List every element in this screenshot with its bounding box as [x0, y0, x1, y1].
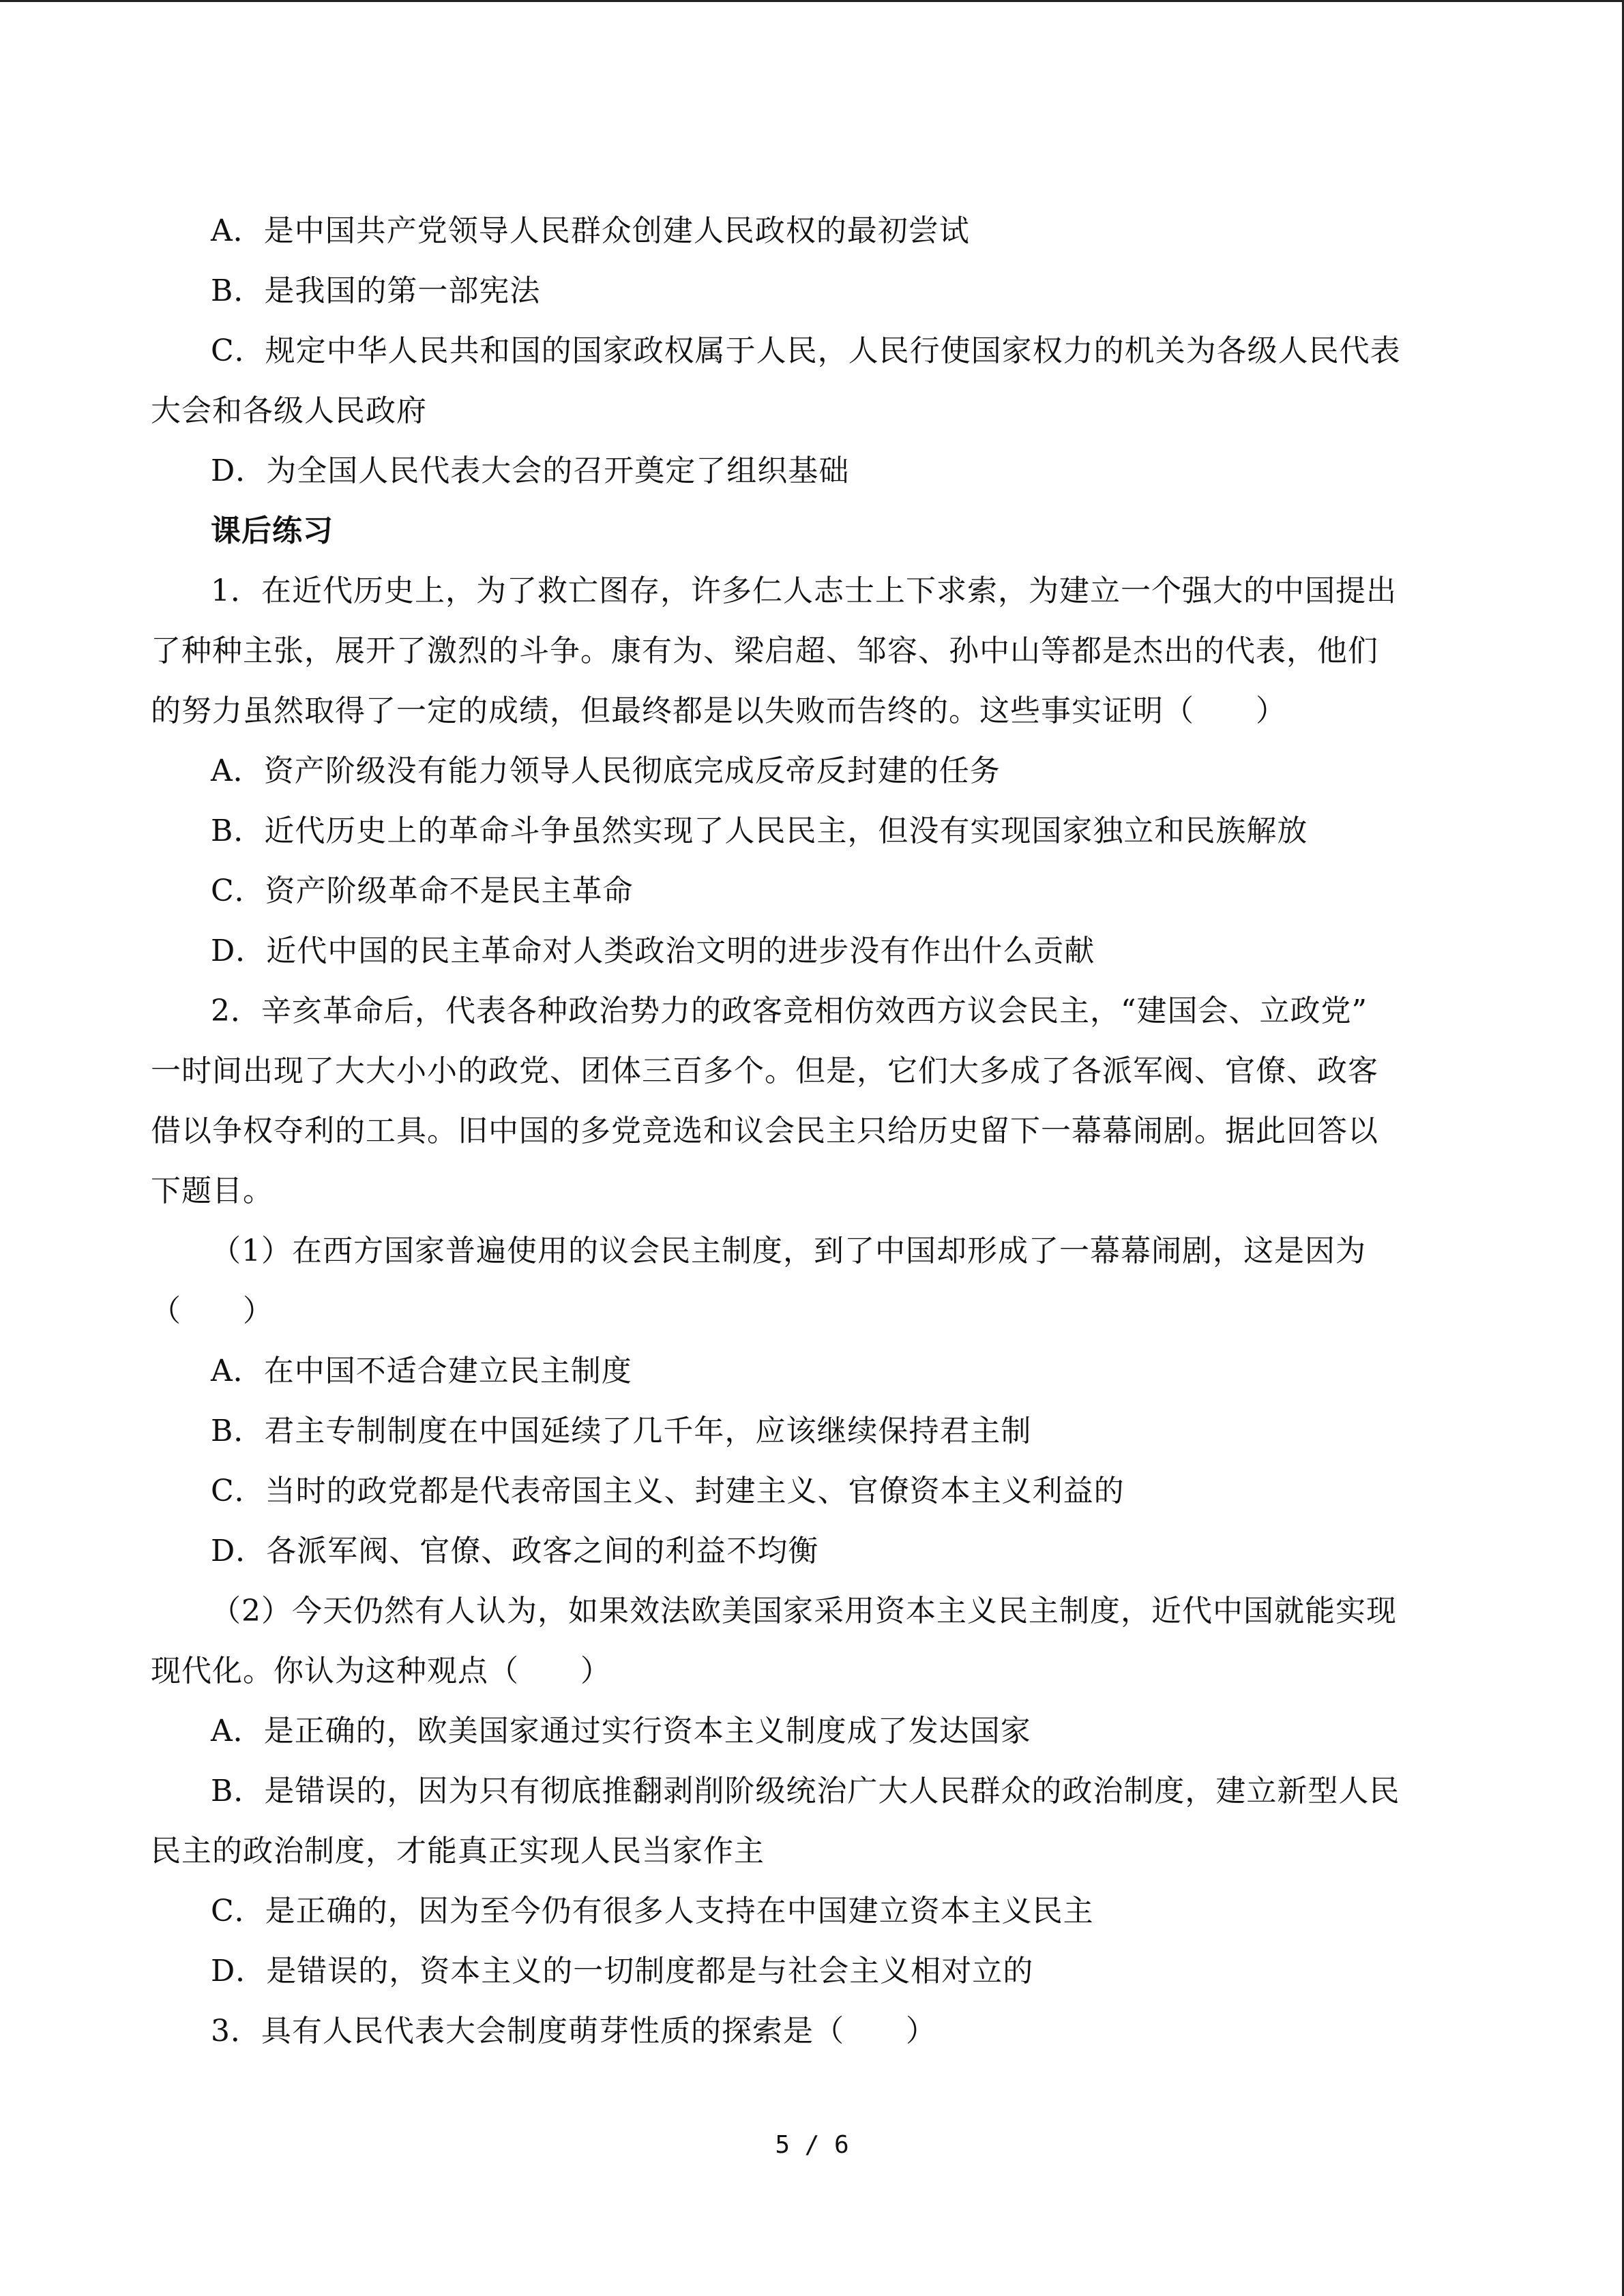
option-d: D．为全国人民代表大会的召开奠定了组织基础 — [211, 453, 850, 488]
option-b: B．是我国的第一部宪法 — [211, 273, 541, 308]
document-body — [151, 201, 1474, 2061]
q2-sub1-option-a: A．在中国不适合建立民主制度 — [211, 1354, 632, 1388]
q2-stem-line-3: 借以争权夺利的工具。旧中国的多党竞选和议会民主只给历史留下一幕幕闹剧。据此回答以 — [151, 1114, 1378, 1148]
option-c-continued: 大会和各级人民政府 — [151, 393, 427, 428]
q1-stem-line-2: 了种种主张，展开了激烈的斗争。康有为、梁启超、邹容、孙中山等都是杰出的代表，他们 — [151, 633, 1378, 668]
q3-stem: 3．具有人民代表大会制度萌芽性质的探索是（ ） — [211, 2014, 936, 2048]
q1-option-d: D．近代中国的民主革命对人类政治文明的进步没有作出什么贡献 — [211, 934, 1095, 968]
option-a: A．是中国共产党领导人民群众创建人民政权的最初尝试 — [211, 213, 970, 248]
q2-sub2-option-b-continued: 民主的政治制度，才能真正实现人民当家作主 — [151, 1834, 765, 1868]
q2-sub2-option-c: C．是正确的，因为至今仍有很多人支持在中国建立资本主义民主 — [211, 1894, 1094, 1928]
q1-stem-line-1: 1．在近代历史上，为了救亡图存，许多仁人志士上下求索，为建立一个强大的中国提出 — [211, 573, 1397, 608]
q2-sub1-stem-line-1: （1）在西方国家普遍使用的议会民主制度，到了中国却形成了一幕幕闹剧，这是因为 — [211, 1234, 1366, 1268]
q2-stem-line-4: 下题目。 — [151, 1174, 274, 1208]
section-title: 课后练习 — [211, 513, 334, 548]
q2-sub1-stem-line-2: （ ） — [151, 1294, 274, 1328]
q2-sub1-option-b: B．君主专制制度在中国延续了几千年，应该继续保持君主制 — [211, 1414, 1032, 1448]
q2-sub1-option-d: D．各派军阀、官僚、政客之间的利益不均衡 — [211, 1534, 819, 1568]
q2-stem-line-2: 一时间出现了大大小小的政党、团体三百多个。但是，它们大多成了各派军阀、官僚、政客 — [151, 1054, 1378, 1088]
q2-sub2-option-a: A．是正确的，欧美国家通过实行资本主义制度成了发达国家 — [211, 1714, 1031, 1748]
q2-sub2-stem-line-1: （2）今天仍然有人认为，如果效法欧美国家采用资本主义民主制度，近代中国就能实现 — [211, 1594, 1397, 1628]
q2-sub2-option-d: D．是错误的，资本主义的一切制度都是与社会主义相对立的 — [211, 1954, 1034, 1988]
q2-sub2-option-b: B．是错误的，因为只有彻底推翻剥削阶级统治广大人民群众的政治制度，建立新型人民 — [211, 1774, 1400, 1808]
q1-option-a: A．资产阶级没有能力领导人民彻底完成反帝反封建的任务 — [211, 754, 1001, 788]
q2-sub1-option-c: C．当时的政党都是代表帝国主义、封建主义、官僚资本主义利益的 — [211, 1474, 1125, 1508]
option-c: C．规定中华人民共和国的国家政权属于人民，人民行使国家权力的机关为各级人民代表 — [211, 333, 1401, 368]
q2-sub2-stem-line-2: 现代化。你认为这种观点（ ） — [151, 1654, 611, 1688]
q2-stem-line-1: 2．辛亥革命后，代表各种政治势力的政客竞相仿效西方议会民主，“建国会、立政党” — [211, 994, 1368, 1028]
q1-option-b: B．近代历史上的革命斗争虽然实现了人民民主，但没有实现国家独立和民族解放 — [211, 814, 1308, 848]
page-border-top — [0, 0, 1624, 2]
q1-option-c: C．资产阶级革命不是民主革命 — [211, 874, 634, 908]
page-number: 5 / 6 — [775, 2131, 849, 2159]
q1-stem-line-3: 的努力虽然取得了一定的成绩，但最终都是以失败而告终的。这些事实证明（ ） — [151, 694, 1286, 728]
